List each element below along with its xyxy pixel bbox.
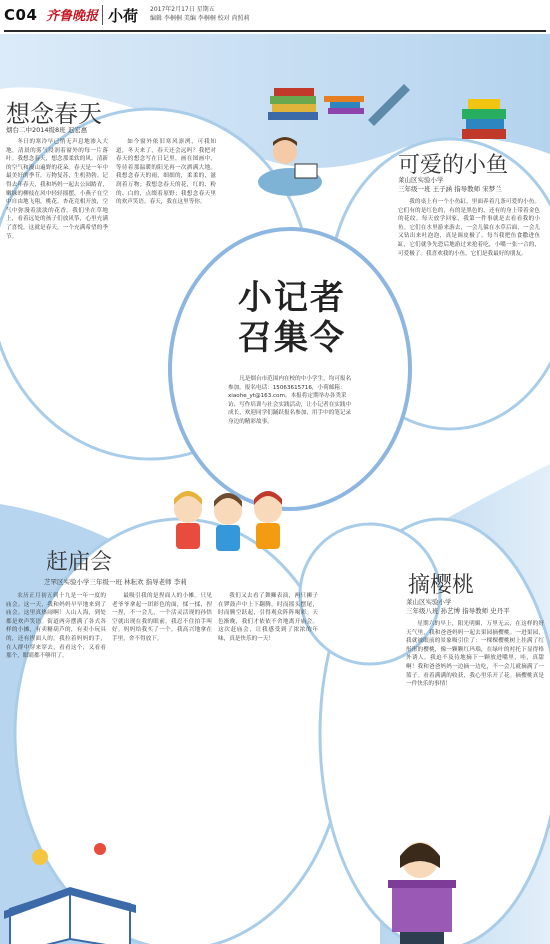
article-paragraph: 农历正月初五到十九是一年一度的庙会。这一天，我和妈妈早早地来到了庙会。这里真热闹啊！人山人海，到处都是欢声笑语。街道两旁摆满了各式各样的小摊，有卖糖葫芦的，有卖小玩具的，还有捏面人的。我拉着妈妈的手，在人群中穿来穿去，看看这个，又看看那个，眼睛都不够用了。 <box>6 593 106 660</box>
article-paragraph: 如今窗外依旧寒风凛冽，可我知道，冬天来了，春天还会远吗？我把对春天的想念写在日记里，画在图画中，等待着那温暖的阳光再一次洒满大地。我想念春天的雨，细细的，柔柔的，滋润着万物；我想念春天的花，红的、粉的、白的，点缀着原野；我想念春天里的欢声笑语。春天，我在这里等你。 <box>116 139 216 206</box>
notice-title-line: 召集令 <box>238 318 346 358</box>
books-right-illustration <box>462 99 506 139</box>
article-title: 摘樱桃 <box>408 573 475 598</box>
section-name: 小荷 <box>108 7 139 25</box>
article-title: 想念春天 <box>6 100 102 128</box>
article-byline: 烟台二中2014级8班 迟宏惠 <box>6 126 88 134</box>
article-body-continued <box>218 592 318 892</box>
article-body <box>398 198 540 488</box>
masthead-rule <box>4 30 546 32</box>
notice-body <box>228 375 356 455</box>
article-body <box>406 620 544 820</box>
notice-paragraph: 凡是烟台市范围内在校的中小学生，均可报名参加。报名电话：15063615716，小荷邮箱：xiaohe_yt@163.com。本报将定期举办各类采访、写作培训与社会实践活动，让小记者在实践中成长，欢迎同学们踊跃报名参加，用手中的笔记录身边的精彩故事。 <box>228 376 352 425</box>
notice-title-line: 小记者 <box>238 278 346 318</box>
masthead-divider <box>102 5 103 25</box>
article-paragraph: 冬日的寒冷早已悄无声息地渗入大地，清晨的雾气浸润着窗外的每一片落叶。我想念春天，想念那柔软的风、清新的空气和漫山遍野的花朵。春天是一年中最美好的季节，万物复苏，生机勃勃。记得去年春天，我和妈妈一起去公园踏青，嫩绿的柳枝在风中轻轻摇摆，小燕子在空中自由地飞翔，桃花、杏花竞相开放，空气中弥漫着淡淡的花香。我们坐在草地上，看着远处的孩子们放风筝，心里充满了喜悦。这就是春天，一个充满希望的季节。 <box>6 139 108 240</box>
dateline: 2017年2月17日 星期五 <box>150 6 215 13</box>
article-title: 可爱的小鱼 <box>398 153 509 178</box>
article-paragraph: 我的桌上有一个小鱼缸，里面养着几条可爱的小鱼。它们有的是红色的，有的是黑色的，还有的身上带着金色的花纹。每天放学回家，我第一件事就是去看看我的小鱼。它们在水里游来游去，一会儿躲在水草后面，一会儿又钻出来吐泡泡，真是调皮极了。每当我把鱼食撒进鱼缸，它们就争先恐后地游过来抢着吃，小嘴一张一合的，可爱极了。我喜欢我的小鱼，它们是我最好的朋友。 <box>398 199 540 257</box>
article-body-continued <box>112 592 212 892</box>
article-title: 赶庙会 <box>46 550 113 575</box>
masthead <box>0 0 550 34</box>
article-body <box>6 592 106 892</box>
article-paragraph: 最吸引我的是捏面人的小摊。只见老爷爷拿起一团彩色的面，揉一揉，捏一捏，不一会儿，一个活灵活现的孙悟空就出现在我的眼前。我忍不住拍手叫好。妈妈给我买了一个，我高兴地拿在手里，舍不得放下。 <box>112 593 212 642</box>
article-byline: 芝罘区实验小学三年级一班 林耘欢 指导老师 李莉 <box>44 578 187 586</box>
editor-credits: 编辑 李桐桐 美编 李桐桐 校对 尚照莉 <box>150 15 250 22</box>
article-byline: 莱山区实验小学 三年级一班 王子涵 指导教师 宋梦兰 <box>398 176 502 193</box>
page-number: C04 <box>4 6 38 24</box>
article-paragraph: 我们又去看了舞狮表演，两只狮子在锣鼓声中上下翻腾，时而摇头摆尾，时而腾空跃起，引得观众阵阵喝彩。天色渐晚，我们才依依不舍地离开庙会。这次赶庙会，让我感受到了浓浓的年味，真是快乐的一天！ <box>218 593 318 642</box>
notice-title <box>222 278 362 358</box>
article-byline: 莱山区实验小学 三年级八班 孙艺博 指导教师 史丹平 <box>406 598 510 615</box>
article-paragraph: 星期六的早上，阳光明媚，万里无云，在这样的好天气里，我和爸爸妈妈一起去果园摘樱桃。一进果园，我就被眼前的景象吸引住了：一棵棵樱桃树上挂满了红彤彤的樱桃，像一颗颗红玛瑙，在绿叶的衬托下显得格外诱人。我迫不及待地摘下一颗放进嘴里，哇，真甜啊！我和爸爸妈妈一边摘一边吃，不一会儿就摘满了一篮子。看着满满的收获，我心里乐开了花。摘樱桃真是一件快乐的事情！ <box>406 621 544 688</box>
kids-group-illustration <box>174 491 282 551</box>
article-body-continued <box>116 138 216 448</box>
newspaper-logo: 齐鲁晚报 <box>46 9 99 24</box>
article-body <box>6 138 108 360</box>
